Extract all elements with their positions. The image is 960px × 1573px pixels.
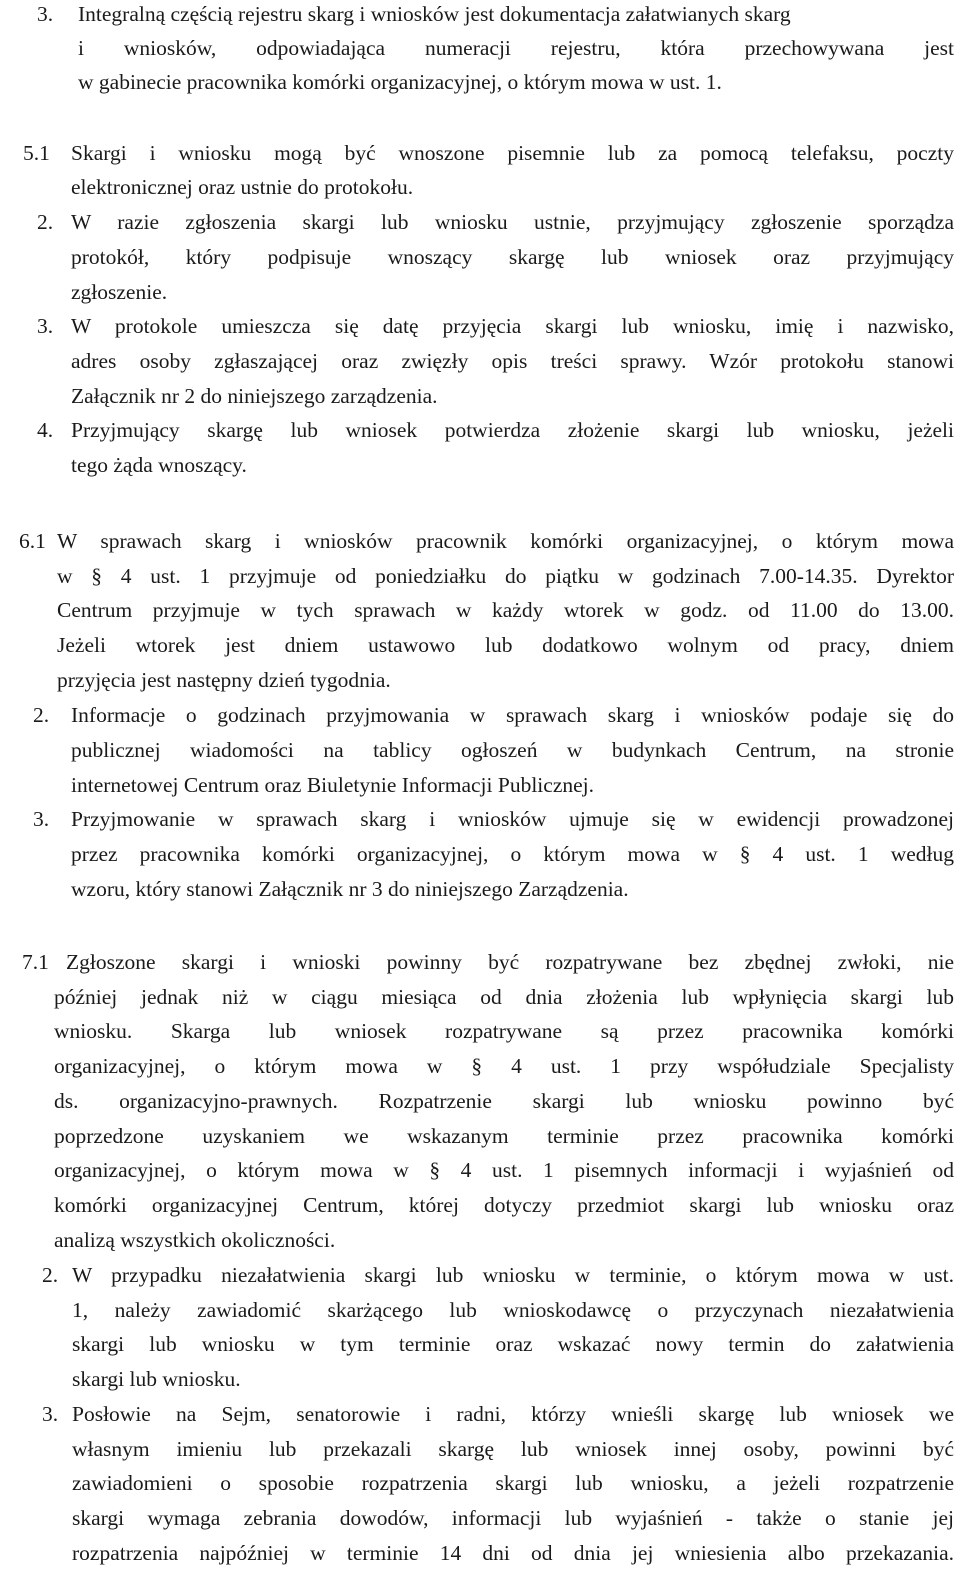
- text-line: własnym imieniu lub przekazali skargę lub wniosek innej osoby, powinni być: [72, 1437, 954, 1461]
- item-number: 3.: [33, 807, 50, 831]
- item-number: 4.: [37, 418, 54, 442]
- section-number: 6.1: [19, 529, 46, 553]
- text-line: protokół, który podpisuje wnoszący skargę lub wniosek oraz przyjmujący: [71, 245, 954, 269]
- text-line: ds. organizacyjno-prawnych. Rozpatrzenie skargi lub wniosku powinno być: [54, 1089, 954, 1113]
- text-line: i wniosków, odpowiadająca numeracji rejestru, która przechowywana jest: [78, 36, 954, 60]
- text-line: w § 4 ust. 1 przyjmuje od poniedziałku do piątku w godzinach 7.00-14.35. Dyrektor: [57, 564, 954, 588]
- item-number: 3.: [37, 2, 54, 26]
- item-number: 3.: [42, 1402, 59, 1426]
- text-line: publicznej wiadomości na tablicy ogłoszeń w budynkach Centrum, na stronie: [71, 738, 954, 762]
- text-line: organizacyjnej, o którym mowa w § 4 ust. 1 przy współudziale Specjalisty: [54, 1054, 954, 1078]
- text-line: Informacje o godzinach przyjmowania w sprawach skarg i wniosków podaje się do: [71, 703, 954, 727]
- section-number: 7.1: [22, 950, 49, 974]
- text-line: Załącznik nr 2 do niniejszego zarządzenia.: [71, 384, 438, 408]
- text-line: internetowej Centrum oraz Biuletynie Informacji Publicznej.: [71, 773, 595, 797]
- text-line: komórki organizacyjnej Centrum, której dotyczy przedmiot skargi lub wniosku oraz: [54, 1193, 954, 1217]
- text-line: przyjęcia jest następny dzień tygodnia.: [57, 668, 391, 692]
- text-line: skargi wymaga zebrania dowodów, informacji lub wyjaśnień - także o stanie jej: [72, 1506, 954, 1530]
- text-line: poprzedzone uzyskaniem we wskazanym terminie przez pracownika komórki: [54, 1124, 954, 1148]
- text-line: adres osoby zgłaszającej oraz zwięzły opis treści sprawy. Wzór protokołu stanowi: [71, 349, 954, 373]
- text-line: Skargi i wniosku mogą być wnoszone pisemnie lub za pomocą telefaksu, poczty: [71, 141, 954, 165]
- text-line: skargi lub wniosku w tym terminie oraz wskazać nowy termin do załatwienia: [72, 1332, 954, 1356]
- text-line: W sprawach skarg i wniosków pracownik komórki organizacyjnej, o którym mowa: [57, 529, 954, 553]
- text-line: rozpatrzenia najpóźniej w terminie 14 dni od dnia jej wniesienia albo przekazania.: [72, 1541, 954, 1565]
- text-line: Integralną częścią rejestru skarg i wniosków jest dokumentacja załatwianych skarg: [78, 2, 791, 26]
- text-line: tego żąda wnoszący.: [71, 453, 247, 477]
- item-number: 2.: [37, 210, 54, 234]
- text-line: przez pracownika komórki organizacyjnej, o którym mowa w § 4 ust. 1 według: [71, 842, 954, 866]
- text-line: wzoru, który stanowi Załącznik nr 3 do niniejszego Zarządzenia.: [71, 877, 629, 901]
- item-number: 3.: [37, 314, 54, 338]
- text-line: skargi lub wniosku.: [72, 1367, 241, 1391]
- text-line: zawiadomieni o sposobie rozpatrzenia skargi lub wniosku, a jeżeli rozpatrzenie: [72, 1471, 954, 1495]
- text-line: zgłoszenie.: [71, 280, 168, 304]
- text-line: Centrum przyjmuje w tych sprawach w każdy wtorek w godz. od 11.00 do 13.00.: [57, 598, 954, 622]
- text-line: Przyjmujący skargę lub wniosek potwierdza złożenie skargi lub wniosku, jeżeli: [71, 418, 954, 442]
- text-line: Posłowie na Sejm, senatorowie i radni, którzy wnieśli skargę lub wniosek we: [72, 1402, 954, 1426]
- text-line: W protokole umieszcza się datę przyjęcia skargi lub wniosku, imię i nazwisko,: [71, 314, 954, 338]
- item-number: 2.: [42, 1263, 59, 1287]
- text-line: później jednak niż w ciągu miesiąca od dnia złożenia lub wpłynięcia skargi lub: [54, 985, 954, 1009]
- section-number: 5.1: [23, 141, 50, 165]
- text-line: Przyjmowanie w sprawach skarg i wniosków ujmuje się w ewidencji prowadzonej: [71, 807, 954, 831]
- text-line: W przypadku niezałatwienia skargi lub wniosku w terminie, o którym mowa w ust.: [72, 1263, 954, 1287]
- text-line: elektronicznej oraz ustnie do protokołu.: [71, 175, 414, 199]
- text-line: analizą wszystkich okoliczności.: [54, 1228, 336, 1252]
- text-line: W razie zgłoszenia skargi lub wniosku ustnie, przyjmujący zgłoszenie sporządza: [71, 210, 954, 234]
- text-line: w gabinecie pracownika komórki organizacyjnej, o którym mowa w ust. 1.: [78, 70, 722, 94]
- text-line: wniosku. Skarga lub wniosek rozpatrywane są przez pracownika komórki: [54, 1019, 954, 1043]
- item-number: 2.: [33, 703, 50, 727]
- text-line: Zgłoszone skargi i wnioski powinny być rozpatrywane bez zbędnej zwłoki, nie: [66, 950, 954, 974]
- text-line: organizacyjnej, o którym mowa w § 4 ust. 1 pisemnych informacji i wyjaśnień od: [54, 1158, 954, 1182]
- text-line: Jeżeli wtorek jest dniem ustawowo lub dodatkowo wolnym od pracy, dniem: [57, 633, 954, 657]
- text-line: 1, należy zawiadomić skarżącego lub wnioskodawcę o przyczynach niezałatwienia: [72, 1298, 954, 1322]
